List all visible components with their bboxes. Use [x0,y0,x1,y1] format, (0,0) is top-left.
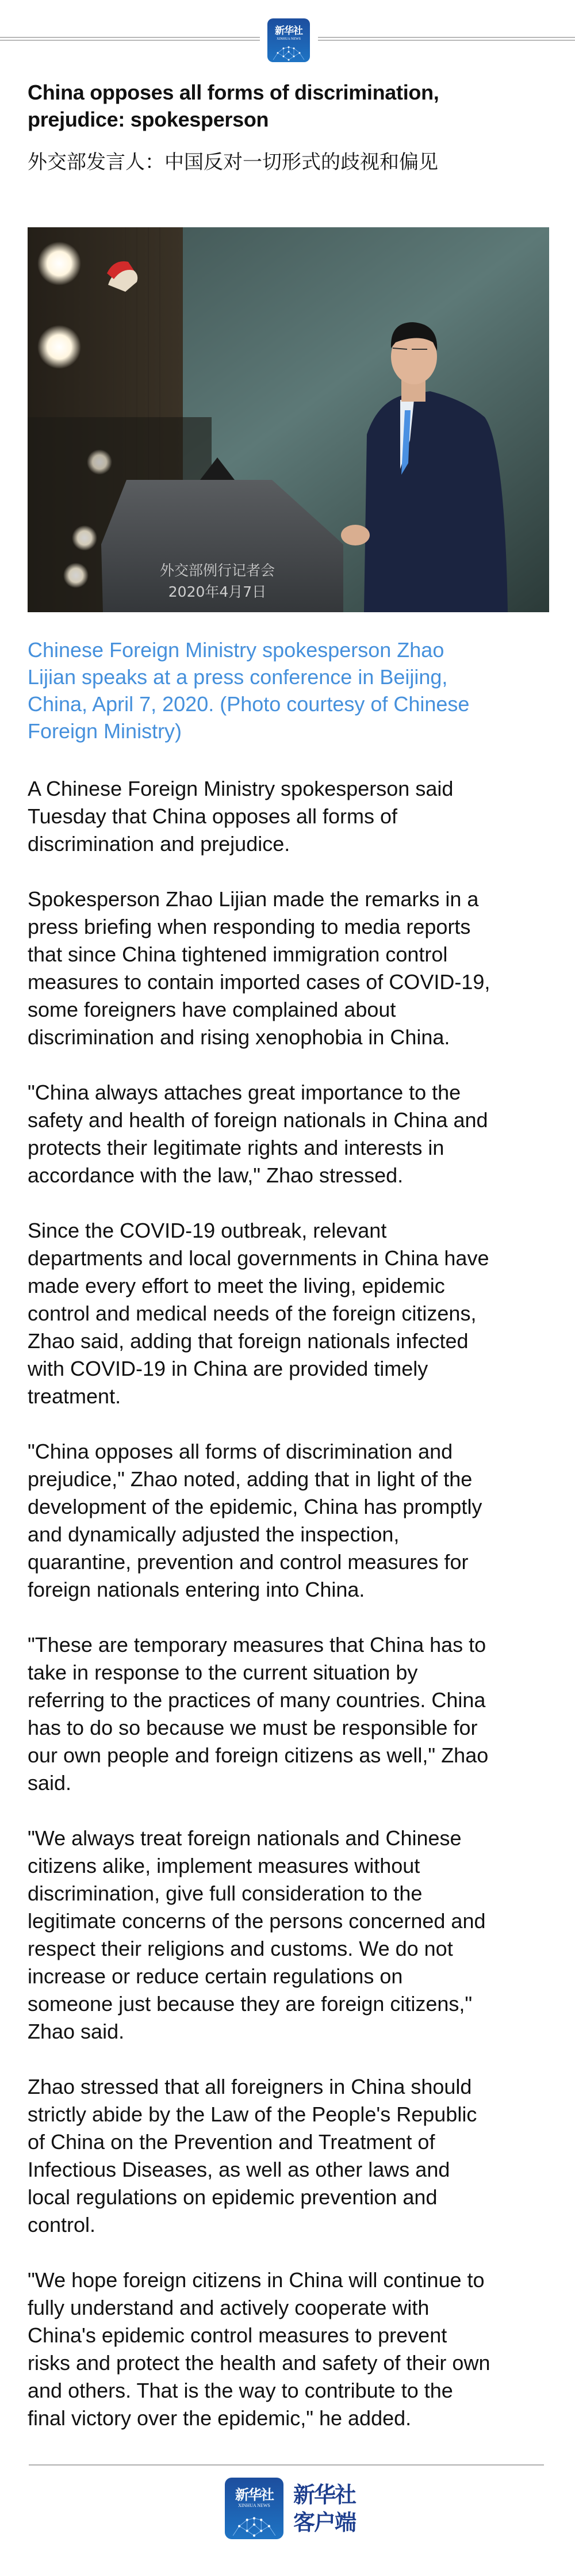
header-rule-left-top [0,37,260,38]
header-rule-right-top [318,37,575,38]
article-subtitle-chinese: 外交部发言人：中国反对一切形式的歧视和偏见 [28,151,438,174]
paragraph-line: made every effort to meet the living, epidemic [28,1274,445,1297]
article-paragraph [28,1631,562,1797]
footer-divider [29,2464,544,2466]
photo-caption [28,636,551,745]
paragraph-line: Spokesperson Zhao Lijian made the remarks in a [28,887,479,911]
paragraph-line: someone just because they are foreign citizens," [28,1992,473,2016]
article-paragraph [28,2266,562,2432]
article-paragraph [28,886,562,1051]
logo-en-text: XINHUA NEWS [277,37,301,41]
paragraph-line: "China opposes all forms of discrimination and [28,1440,453,1463]
caption-line: Lijian speaks at a press conference in Beijing, [28,665,448,689]
title-line: prejudice: spokesperson [28,108,269,131]
paragraph-line: Zhao said. [28,2020,125,2043]
footer-app-name-line1: 新华社 [293,2482,356,2508]
paragraph-line: departments and local governments in China have [28,1246,489,1270]
header-rule-left-bottom [0,40,260,41]
paragraph-line: citizens alike, implement measures without [28,1854,420,1877]
paragraph-line: risks and protect the health and safety of their own [28,2351,490,2375]
paragraph-line: treatment. [28,1384,121,1408]
podium-text-2: 2020年4月7日 [168,583,267,600]
paragraph-line: safety and health of foreign nationals in China and [28,1108,488,1132]
paragraph-line: fully understand and actively cooperate with [28,2296,430,2319]
article-paragraph [28,1825,562,2045]
network-globe-icon [270,44,308,61]
title-line: China opposes all forms of discrimination, [28,81,439,104]
paragraph-line: accordance with the law," Zhao stressed. [28,1163,404,1187]
caption-line: China, April 7, 2020. (Photo courtesy of Chinese [28,692,470,716]
paragraph-line: Since the COVID-19 outbreak, relevant [28,1219,387,1242]
podium-text-1: 外交部例行记者会 [159,562,275,579]
paragraph-line: press briefing when responding to media reports [28,915,471,938]
paragraph-line: development of the epidemic, China has promptly [28,1495,482,1518]
paragraph-line: A Chinese Foreign Ministry spokesperson said [28,777,454,800]
footer-app-name-line2: 客户端 [293,2510,356,2535]
paragraph-line: local regulations on epidemic prevention and [28,2185,438,2209]
paragraph-line: protects their legitimate rights and interests in [28,1136,444,1159]
paragraph-line: that since China tightened immigration control [28,942,448,966]
paragraph-line: referring to the practices of many countries. China [28,1688,486,1712]
paragraph-line: measures to contain imported cases of COVID-19, [28,970,490,994]
paragraph-line: "We hope foreign citizens in China will continue to [28,2268,485,2292]
paragraph-line: Infectious Diseases, as well as other laws and [28,2158,450,2181]
article-paragraph [28,775,562,858]
paragraph-line: Zhao stressed that all foreigners in China should [28,2075,472,2098]
paragraph-line: has to do so because we must be responsible for [28,1716,478,1739]
caption-line: Chinese Foreign Ministry spokesperson Zhao [28,638,444,662]
paragraph-line: final victory over the epidemic," he added. [28,2406,412,2430]
press-conference-photo [28,227,549,612]
paragraph-line: "We always treat foreign nationals and Chinese [28,1826,462,1850]
xinhua-logo [267,18,310,62]
paragraph-line: strictly abide by the Law of the People's Republic [28,2102,477,2126]
network-globe-icon [228,2513,280,2538]
article-body [28,775,562,2460]
paragraph-line: discrimination and prejudice. [28,832,290,856]
footer-logo-cn-text: 新华社 [235,2487,273,2503]
paragraph-line: control. [28,2213,96,2237]
paragraph-line: Zhao said, adding that foreign nationals infected [28,1329,469,1353]
paragraph-line: our own people and foreign citizens as well," Zhao [28,1743,489,1767]
paragraph-line: with COVID-19 in China are provided timely [28,1357,428,1380]
paragraph-line: and others. That is the way to contribute to the [28,2379,453,2402]
paragraph-line: of China on the Prevention and Treatment of [28,2130,435,2154]
article-photo [28,227,549,612]
footer-logo-en-text: XINHUA NEWS [238,2503,270,2508]
paragraph-line: "These are temporary measures that China has to [28,1633,486,1657]
paragraph-line: respect their religions and customs. We do not [28,1937,453,1960]
paragraph-line: "China always attaches great importance to the [28,1081,461,1104]
paragraph-line: increase or reduce certain regulations on [28,1964,403,1988]
article-paragraph [28,2073,562,2239]
paragraph-line: discrimination and rising xenophobia in China. [28,1025,450,1049]
paragraph-line: control and medical needs of the foreign citizens, [28,1302,477,1325]
paragraph-line: some foreigners have complained about [28,998,396,1021]
paragraph-line: take in response to the current situation by [28,1661,418,1684]
paragraph-line: discrimination, give full consideration to the [28,1882,423,1905]
paragraph-line: legitimate concerns of the persons concerned and [28,1909,486,1933]
paragraph-line: foreign nationals entering into China. [28,1578,365,1601]
paragraph-line: said. [28,1771,72,1795]
paragraph-line: China's epidemic control measures to prevent [28,2323,447,2347]
logo-cn-text: 新华社 [275,25,302,37]
article-title [28,79,551,133]
footer-xinhua-logo [225,2478,283,2539]
article-paragraph [28,1079,562,1189]
article-paragraph [28,1217,562,1410]
paragraph-line: Tuesday that China opposes all forms of [28,804,398,828]
caption-line: Foreign Ministry) [28,719,182,743]
footer-app-name [293,2481,355,2536]
paragraph-line: and dynamically adjusted the inspection, [28,1522,400,1546]
paragraph-line: prejudice," Zhao noted, adding that in light of the [28,1467,473,1491]
paragraph-line: quarantine, prevention and control measures for [28,1550,469,1574]
header-rule-right-bottom [318,40,575,41]
article-paragraph [28,1438,562,1604]
